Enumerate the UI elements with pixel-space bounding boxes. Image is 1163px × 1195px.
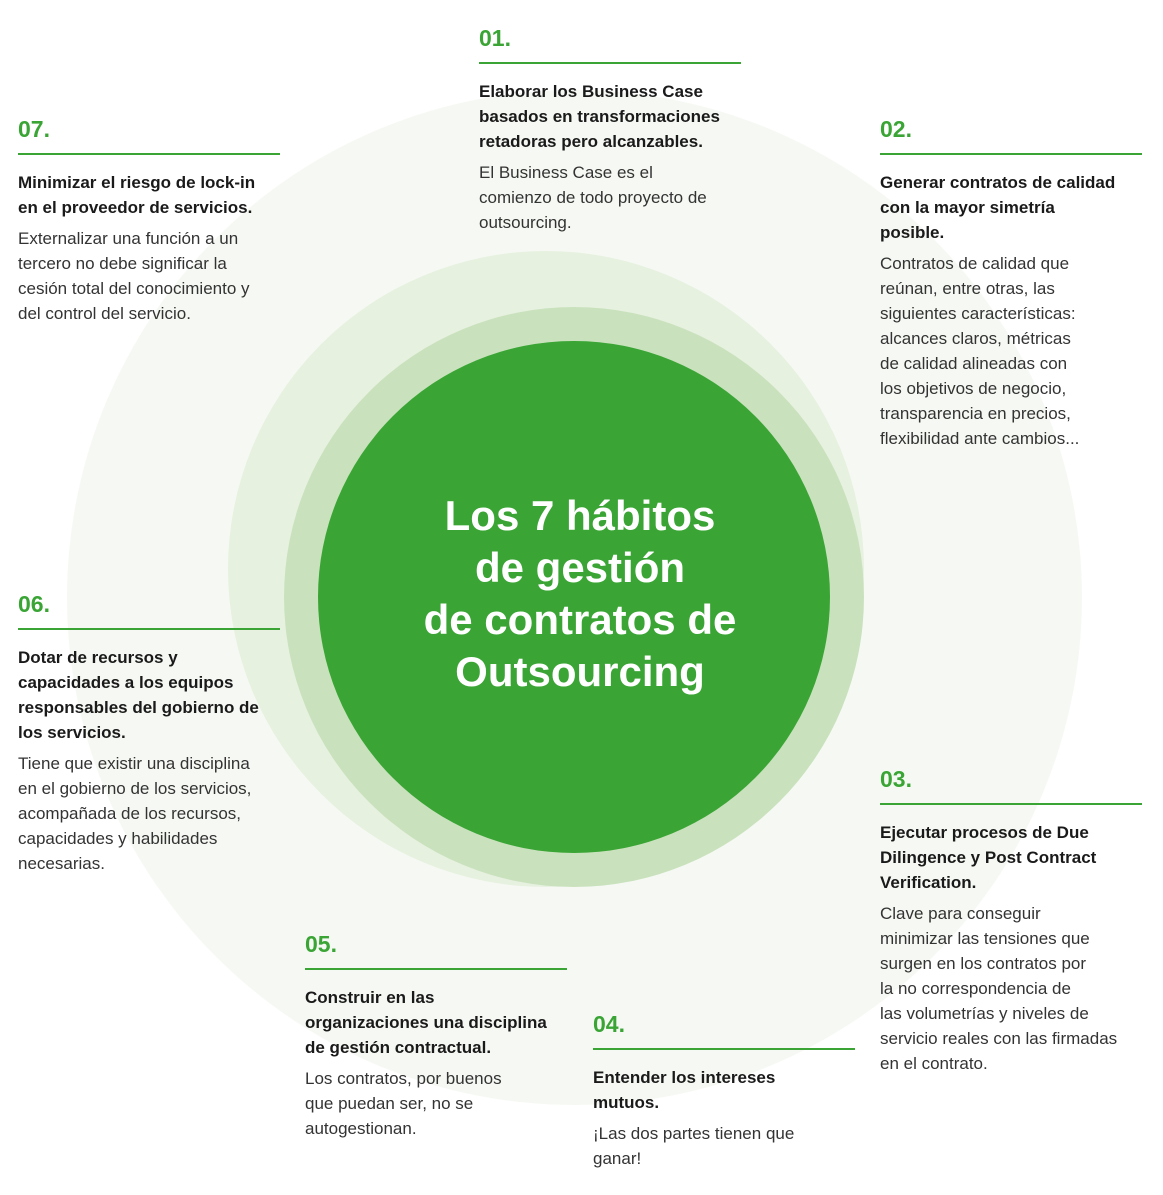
- divider: [305, 968, 567, 970]
- habit-desc-line: Tiene que existir una disciplina: [18, 754, 250, 773]
- habit-number: 01.: [479, 25, 511, 51]
- habit-desc-line: comienzo de todo proyecto de: [479, 188, 707, 207]
- habit-desc-line: necesarias.: [18, 854, 105, 873]
- habit-desc-line: El Business Case es el: [479, 163, 653, 182]
- habit-description: [305, 1066, 567, 1141]
- divider: [18, 153, 280, 155]
- habit-number: 05.: [305, 931, 337, 957]
- habit-title: [18, 170, 280, 220]
- habit-07: [18, 115, 280, 326]
- habit-title-line: de gestión contractual.: [305, 1038, 492, 1057]
- habit-desc-line: la no correspondencia de: [880, 979, 1071, 998]
- center-title-line: de gestión: [474, 544, 686, 591]
- habit-desc-line: servicio reales con las firmadas: [880, 1029, 1118, 1048]
- habit-title: [479, 79, 741, 154]
- habit-03: [880, 765, 1142, 1076]
- habit-number: 03.: [880, 766, 912, 792]
- habit-title-line: en el proveedor de servicios.: [18, 198, 253, 217]
- habit-title-line: los servicios.: [18, 723, 126, 742]
- habit-title-line: Entender los intereses: [593, 1068, 776, 1087]
- habit-desc-line: ¡Las dos partes tienen que: [593, 1124, 795, 1143]
- habit-title: [593, 1065, 855, 1115]
- habit-desc-line: de calidad alineadas con: [880, 354, 1068, 373]
- habit-desc-line: surgen en los contratos por: [880, 954, 1087, 973]
- habit-01: [479, 24, 741, 235]
- habit-title-line: Elaborar los Business Case: [479, 82, 703, 101]
- habit-desc-line: del control del servicio.: [18, 304, 191, 323]
- habit-title: [880, 170, 1142, 245]
- habit-02: [880, 115, 1142, 451]
- habit-desc-line: los objetivos de negocio,: [880, 379, 1067, 398]
- habit-number: 07.: [18, 116, 50, 142]
- habit-desc-line: siguientes características:: [880, 304, 1076, 323]
- habit-desc-line: en el gobierno de los servicios,: [18, 779, 252, 798]
- habit-number: 06.: [18, 591, 50, 617]
- habit-desc-line: alcances claros, métricas: [880, 329, 1071, 348]
- habit-desc-line: autogestionan.: [305, 1119, 417, 1138]
- center-title-line: Los 7 hábitos: [444, 492, 716, 539]
- divider: [880, 803, 1142, 805]
- habit-04: [593, 1010, 855, 1171]
- habit-desc-line: Los contratos, por buenos: [305, 1069, 502, 1088]
- habit-description: [880, 901, 1142, 1076]
- habit-desc-line: Clave para conseguir: [880, 904, 1041, 923]
- habit-description: [18, 226, 280, 326]
- habit-title-line: Ejecutar procesos de Due: [880, 823, 1089, 842]
- center-title-line: Outsourcing: [455, 648, 705, 695]
- habit-desc-line: en el contrato.: [880, 1054, 988, 1073]
- habit-desc-line: cesión total del conocimiento y: [18, 279, 250, 298]
- habit-title-line: Verification.: [880, 873, 977, 892]
- habit-title: [880, 820, 1142, 895]
- habit-desc-line: flexibilidad ante cambios...: [880, 429, 1080, 448]
- habit-desc-line: outsourcing.: [479, 213, 572, 232]
- habit-05: [305, 930, 567, 1141]
- habit-desc-line: acompañada de los recursos,: [18, 804, 242, 823]
- habit-desc-line: ganar!: [593, 1149, 642, 1168]
- divider: [18, 628, 280, 630]
- habit-title-line: responsables del gobierno de: [18, 698, 259, 717]
- habit-title: [305, 985, 567, 1060]
- habit-title-line: Dotar de recursos y: [18, 648, 178, 667]
- center-title-line: de contratos de: [423, 596, 737, 643]
- habit-title-line: organizaciones una disciplina: [305, 1013, 547, 1032]
- habit-desc-line: que puedan ser, no se: [305, 1094, 474, 1113]
- habit-title-line: capacidades a los equipos: [18, 673, 234, 692]
- habit-desc-line: Externalizar una función a un: [18, 229, 239, 248]
- habit-title-line: mutuos.: [593, 1093, 660, 1112]
- habit-desc-line: capacidades y habilidades: [18, 829, 218, 848]
- habit-desc-line: las volumetrías y niveles de: [880, 1004, 1089, 1023]
- habit-description: [479, 160, 741, 235]
- divider: [880, 153, 1142, 155]
- habit-title-line: Dilingence y Post Contract: [880, 848, 1097, 867]
- habit-title-line: Construir en las: [305, 988, 435, 1007]
- habit-description: [880, 251, 1142, 451]
- habit-title-line: con la mayor simetría: [880, 198, 1055, 217]
- habit-title-line: retadoras pero alcanzables.: [479, 132, 703, 151]
- habit-06: [18, 590, 280, 876]
- habit-desc-line: reúnan, entre otras, las: [880, 279, 1055, 298]
- habit-number: 04.: [593, 1011, 625, 1037]
- habit-desc-line: Contratos de calidad que: [880, 254, 1070, 273]
- divider: [479, 62, 741, 64]
- habit-description: [593, 1121, 855, 1171]
- habit-number: 02.: [880, 116, 912, 142]
- habit-desc-line: transparencia en precios,: [880, 404, 1071, 423]
- habit-title-line: basados en transformaciones: [479, 107, 720, 126]
- habit-title-line: Generar contratos de calidad: [880, 173, 1116, 192]
- divider: [593, 1048, 855, 1050]
- habit-title-line: Minimizar el riesgo de lock-in: [18, 173, 256, 192]
- habit-title-line: posible.: [880, 223, 945, 242]
- habit-desc-line: tercero no debe significar la: [18, 254, 227, 273]
- center-title: [380, 490, 780, 698]
- habit-description: [18, 751, 280, 876]
- habit-desc-line: minimizar las tensiones que: [880, 929, 1090, 948]
- habit-title: [18, 645, 280, 745]
